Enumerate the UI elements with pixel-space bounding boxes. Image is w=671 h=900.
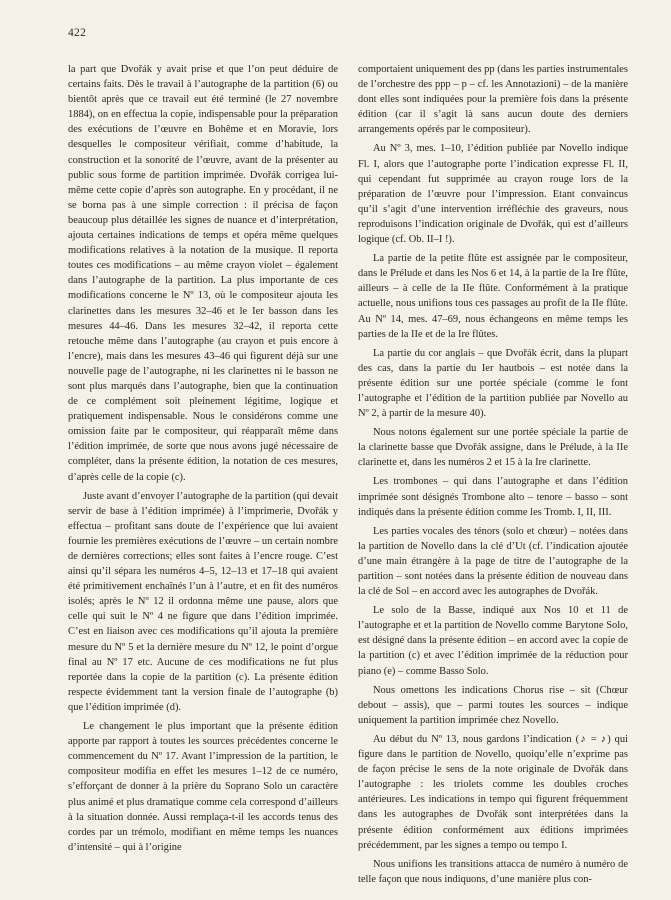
paragraph: Le changement le plus important que la présente édition apporte par rapport à toutes les sources précédentes concerne le commencement du Nº 17. Avant l’impression de la partition, le compositeur modifia en effet les mesures 1–12 de ce numéro, s’efforçant de donner à la prière du Soprano Solo un caractère plus animé et plus dramatique comme cela correspond d’ailleurs à la situation donnée. Aussi remplaça-t-il les accords tenus des cordes par un trémolo, modifiant en même temps les nuances d’intensité – qui à l’origine	[68, 721, 338, 853]
paragraph: Nous omettons les indications Chorus rise – sit (Chœur debout – assis), que – parmi toutes les sources – indique uniquement la partition imprimée chez Novello.	[358, 684, 628, 726]
paragraph: Nous notons également sur une portée spéciale la partie de la clarinette basse que Dvořák assigne, dans le Prélude, à la IIe clarinette et, dans les numéros 2 et 15 à la Ire clarinette.	[358, 427, 628, 469]
paragraph: Les parties vocales des ténors (solo et chœur) – notées dans la partition de Novello dans la clé d’Ut (cf. l’indication ajoutée d’une main étrangère à la page de titre de l’autographe de la partition – sont notées dans la présente édition de nouveau dans la clé de Sol – en accord avec les autographes de Dvořák.	[358, 525, 628, 598]
page-number: 422	[68, 27, 87, 39]
paragraph: Nous unifions les transitions attacca de numéro à numéro de telle façon que nous indiquons, d’une manière plus con-	[358, 858, 628, 885]
right-column	[358, 62, 628, 887]
paragraph: La partie de la petite flûte est assignée par le compositeur, dans le Prélude et dans les Nos 6 et 14, à la partie de la Ire flûte, ailleurs – à celle de la IIe flûte. Conformément à la pratique actuelle, nous unifions tous ces passages au profit de la IIe flûte. Au Nº 14, mes. 47–69, nous échangeons en même temps les parties de la IIe et de la Ire flûtes.	[358, 253, 628, 340]
paragraph: Juste avant d’envoyer l’autographe de la partition (qui devait servir de base à l’édition imprimée) à l’imprimerie, Dvořák y effectua – profitant sans doute de l’expérience que lui avaient fournie les premières exécutions de l’œuvre – un certain nombre de dernières corrections; elles sont faites à l’encre rouge. C’est ainsi qu’il sépara les numéros 4–5, 12–13 et 17–18 qui avaient été primitivement enchaînés l’un à l’autre, et en fit des numéros isolés; après le Nº 12 il ordonna même une pause, alors que celle qui suit le Nº 4 ne figure que dans l’édition imprimée. C’est en liaison avec ces modifications qu’il ajouta la première mesure du Nº 5 et la dernière mesure du Nº 12, le point d’orgue final au Nº 17 etc. Aucune de ces modifications ne fut plus reportée dans la copie de la partition (c). La présente édition respecte évidemment tant la version finale de l’autographe (b) que l’édition imprimée (d).	[68, 490, 338, 713]
paragraph: Au début du Nº 13, nous gardons l’indication (♪ = ♪) qui figure dans le partition de Novello, quoiqu’elle n’exprime pas de façon précise le sens de la note originale de Dvořák dans l’autographe : les triolets comme les doubles croches antérieures. Les indications in tempo qui figurent fréquemment dans les autographes de Dvořák sont interprétées dans la présente édition conformément aux éditions imprimées précédemment, par les signes a tempo ou tempo I.	[358, 733, 628, 851]
paragraph: La partie du cor anglais – que Dvořák écrit, dans la plupart des cas, dans la partie du Ier hautbois – est notée dans la présente édition sur une portée spéciale (comme le font l’autographe et l’édition de la partition publiée par Novello au Nº 2, à partir de la mesure 40).	[358, 347, 628, 420]
left-column	[68, 62, 338, 855]
paragraph: Au Nº 3, mes. 1–10, l’édition publiée par Novello indique Fl. I, alors que l’autographe porte l’indication expresse Fl. II, qui cependant fut supprimée au crayon rouge lors de la préparation de l’œuvre pour l’impression. Etant convaincus qu’il s’agit d’une intervention irréfléchie des graveurs, nous reproduisons l’indication originale de Dvořák, qui est d’ailleurs logique (cf. Ob. II–I !).	[358, 143, 628, 246]
paragraph: Les trombones – qui dans l’autographe et dans l’édition imprimée sont désignés Trombone alto – tenore – basso – sont indiqués dans la présente édition comme les Tromb. I, II, III.	[358, 476, 628, 518]
paragraph: Le solo de la Basse, indiqué aux Nos 10 et 11 de l’autographe et et la partition de Novello comme Barytone Solo, est désigné dans la présente édition – en accord avec la copie de la partition (c) et avec l’édition imprimée de la réduction pour piano (e) – comme Basso Solo.	[358, 605, 628, 677]
paragraph: la part que Dvořák y avait prise et que l’on peut déduire de certains faits. Dès le travail à l’autographe de la partition (6) ou bientôt après que ce travail eut été terminé (le 27 novembre 1884), on en effectua la copie, indispensable pour la préparation des exécutions de l’œuvre en Bohême et en Moravie, lors desquelles le compositeur vérifiait, comme d’habitude, la construction et la sonorité de l’œuvre, avant de la présenter au public sous forme de partition imprimée. Dvořák corrigea lui-même cette copie d’après son autographe. En y procédant, il ne se borna pas à une simple correction : il précisa de façon beaucoup plus détaillée les signes de nuance et d’interprétation, ajouta certaines indications de temps et opéra même quelques modifications relatives à la notation de la musique. Il reporta toutes ces modifications – au même crayon violet – également dans l’autographe de la partition. La plus importante de ces modifications concerne le Nº 13, où le compositeur ajouta les clarinettes dans les mesures 32–46 et le Ier basson dans les mesures 44–46. Dans les mesures 32–42, il reporta cette retouche même dans l’autographe (au crayon et puis encore à l’encre), mais dans les mesures 43–46 qui figurent déjà sur une nouvelle page de l’autographe, ni les clarinettes ni le basson ne sont plus marqués dans l’autographe, bien que la continuation de ce complément soit pleinement légitime, logique et pratiquement indispensable. Nous le considérons comme une omission faite par le compositeur, qui réapparaît même dans l’édition imprimée, de sorte que nous avons jugé nécessaire de compléter, dans la présente édition, la notation de ces mesures, d’après celle de la copie (c).	[68, 64, 338, 483]
paragraph: comportaient uniquement des pp (dans les parties instrumentales de l’orchestre des ppp – p – cf. les Annotazioni) – de la manière dont elles sont indiquées pour la première fois dans la présente édition (car il s’agit là sans aucun doute des derniers arrangements opérés par le compositeur).	[358, 64, 628, 136]
